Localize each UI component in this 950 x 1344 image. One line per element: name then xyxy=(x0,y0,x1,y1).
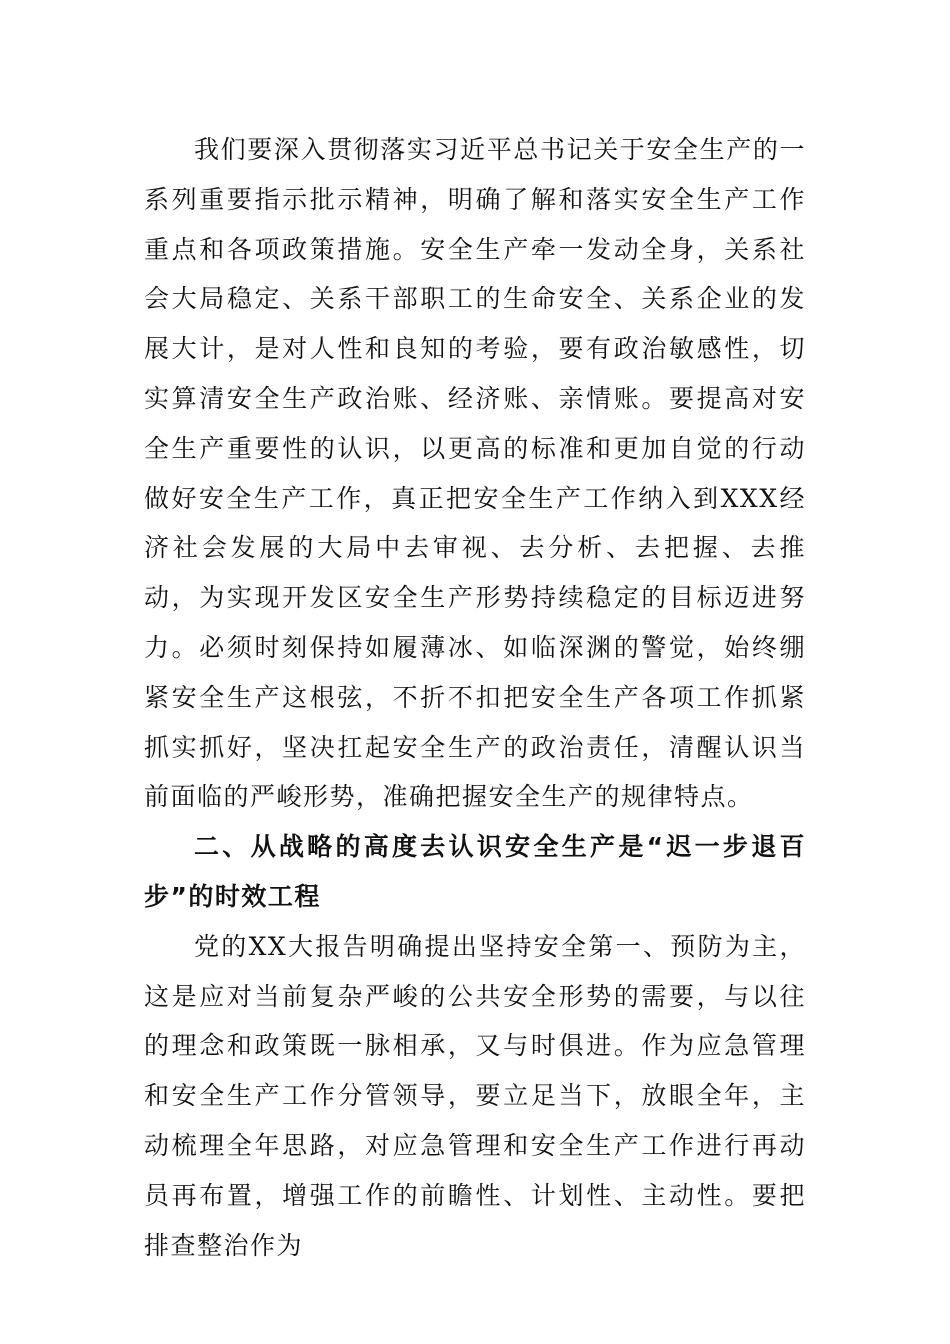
body-paragraph: 我们要深入贯彻落实习近平总书记关于安全生产的一系列重要指示批示精神，明确了解和落实安全生产工作重点和各项政策措施。安全生产牵一发动全身，关系社会大局稳定、关系干部职工的生命安全、关系企业的发展大计，是对人性和良知的考验，要有政治敏感性，切实算清安全生产政治账、经济账、亲情账。要提高对安全生产重要性的认识，以更高的标准和更加自觉的行动做好安全生产工作，真正把安全生产工作纳入到XXX经济社会发展的大局中去审视、去分析、去把握、去推动，为实现开发区安全生产形势持续稳定的目标迈进努力。必须时刻保持如履薄冰、如临深渊的警觉，始终绷紧安全生产这根弦，不折不扣把安全生产各项工作抓紧抓实抓好，坚决扛起安全生产的政治责任，清醒认识当前面临的严峻形势，准确把握安全生产的规律特点。 xyxy=(144,135,806,812)
document-body xyxy=(144,125,806,1270)
body-paragraph: 党的XX大报告明确提出坚持安全第一、预防为主，这是应对当前复杂严峻的公共安全形势的需要，与以往的理念和政策既一脉相承，又与时俱进。作为应急管理和安全生产工作分管领导，要立足当下，放眼全年，主动梳理全年思路，对应急管理和安全生产工作进行再动员再布置，增强工作的前瞻性、计划性、主动性。要把排查整治作为 xyxy=(144,931,806,1260)
section-heading: 二、从战略的高度去认识安全生产是“迟一步退百步”的时效工程 xyxy=(144,832,806,911)
